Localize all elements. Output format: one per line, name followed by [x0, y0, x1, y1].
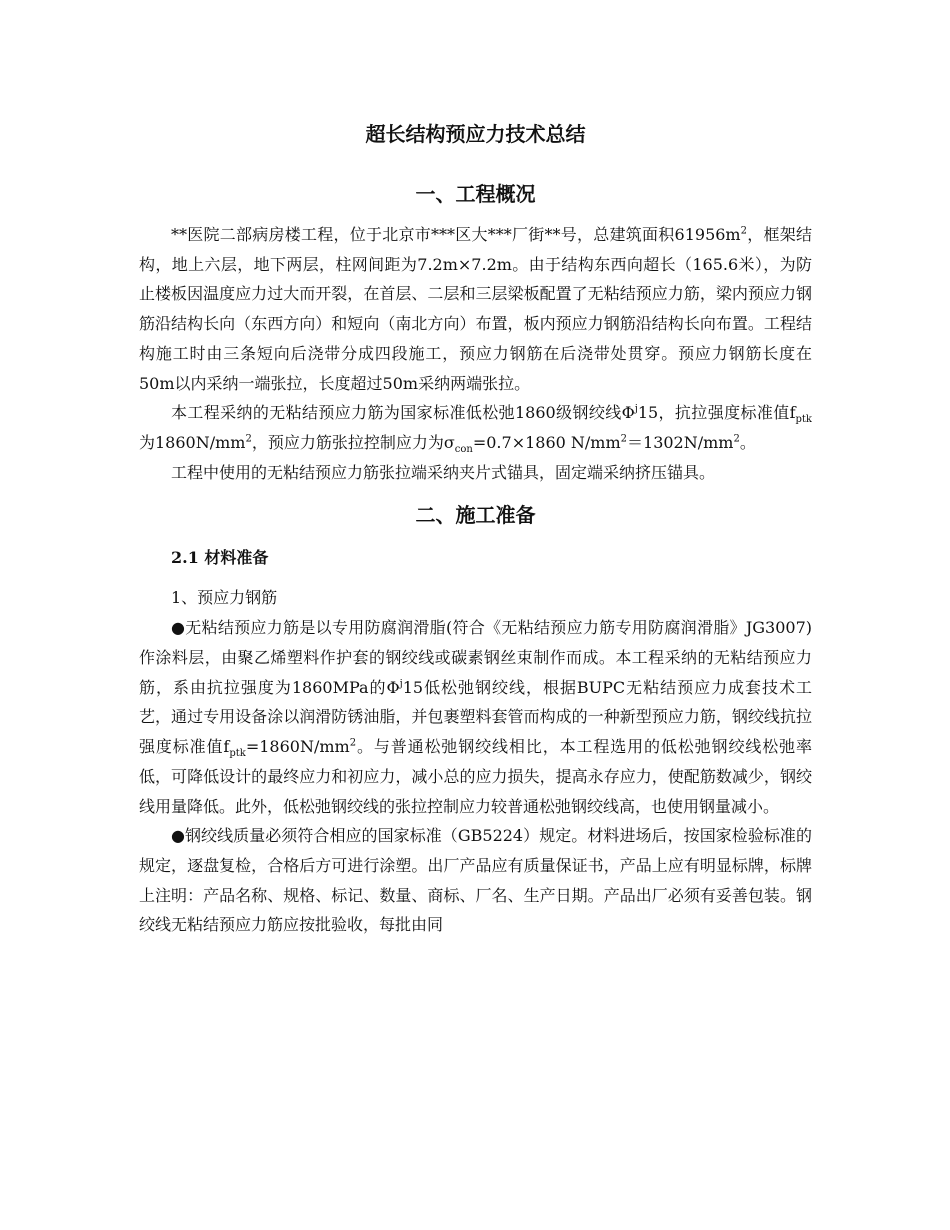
document-page — [139, 110, 812, 940]
item-prestressed-steel: 1、预应力钢筋 — [171, 588, 278, 608]
paragraph-project-overview: **医院二部病房楼工程，位于北京市***区大***厂街**号，总建筑面积$61956m^2$，框架结构，地上六层，地下两层，柱网间距为7.2m×7.2m。由于结构东西向超长（165.6米），为防止楼板因温度应力过大而开裂，在首层、二层和三层梁板配置了无粘结预应力筋，梁内预应力钢筋沿结构长向（东西方向）和短向（南北方向）布置，板内预应力钢筋沿结构长向布置。工程结构施工时由三条短向后浇带分成四段施工，预应力钢筋在后浇带处贯穿。预应力钢筋长度在50m以内采纳一端张拉，长度超过50m采纳两端张拉。 — [139, 225, 812, 393]
section-2-title: 二、施工准备 — [415, 503, 536, 528]
section-1-title: 一、工程概况 — [415, 182, 536, 206]
paragraph-tendon-spec: 本工程采纳的无粘结预应力筋为国家标准低松弛1860级钢绞线$\Phi^j15$，抗拉强度标准值$f_{ptk}$为$1860N/mm^2$，预应力筋张拉控制应力为$\sigma_{con}=0.7\times 1860$ $N/mm^2=1302N/mm^2$。 — [139, 403, 812, 456]
document-title: 超长结构预应力技术总结 — [365, 122, 586, 146]
paragraph-unbonded-tendon: ●无粘结预应力筋是以专用防腐润滑脂(符合《无粘结预应力筋专用防腐润滑脂》JG3007)作涂料层，由聚乙烯塑料作护套的钢绞线或碳素钢丝束制作而成。本工程采纳的无粘结预应力筋，系由抗拉强度为1860MPa的$\Phi^j15$低松弛钢绞线，根据BUPC无粘结预应力成套技术工艺，通过专用设备涂以润滑防锈油脂，并包裹塑料套管而构成的一种新型预应力筋，钢绞线抗拉强度标准值$f_{ptk}=1860N/mm^2$。与普通松弛钢绞线相比，本工程选用的低松弛钢绞线松弛率低，可降低设计的最终应力和初应力，减小总的应力损失，提高永存应力，使配筋数减少，钢绞线用量降低。此外，低松弛钢绞线的张拉控制应力较普通松弛钢绞线高，也使用钢量减小。 — [139, 618, 812, 816]
paragraph-anchorage: 工程中使用的无粘结预应力筋张拉端采纳夹片式锚具，固定端采纳挤压锚具。 — [171, 462, 716, 482]
paragraph-strand-quality: ●钢绞线质量必须符合相应的国家标准（GB5224）规定。材料进场后，按国家检验标准的规定，逐盘复检，合格后方可进行涂塑。出厂产品应有质量保证书，产品上应有明显标牌，标牌上注明：产品名称、规格、标记、数量、商标、厂名、生产日期。产品出厂必须有妥善包装。钢绞线无粘结预应力筋应按批验收，每批由同 — [139, 826, 812, 935]
subsection-material-prep: 2.1 材料准备 — [171, 548, 269, 568]
